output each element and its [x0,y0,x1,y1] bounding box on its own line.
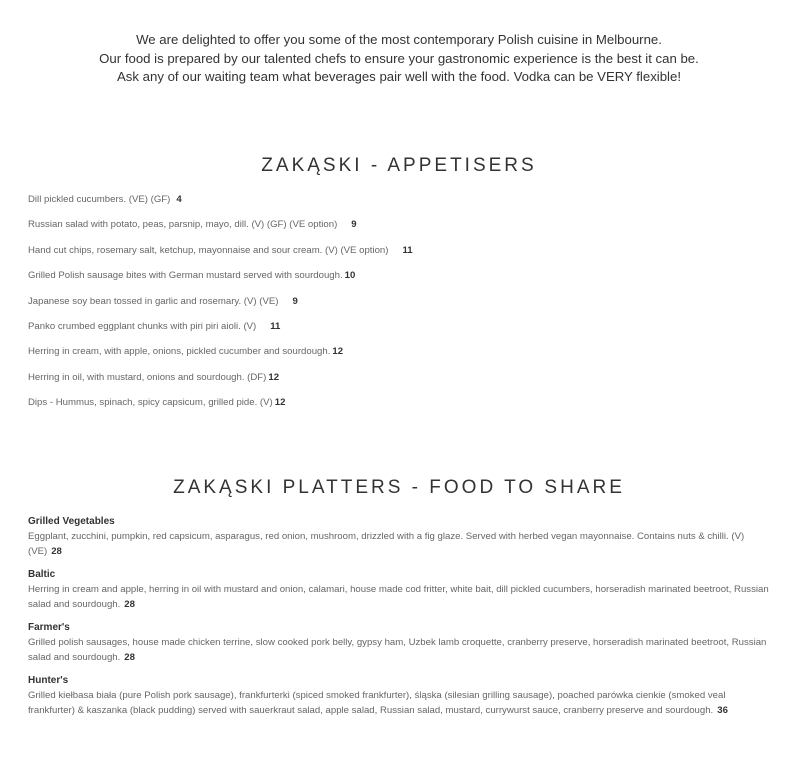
platter-description-text: Eggplant, zucchini, pumpkin, red capsicum, asparagus, red onion, mushroom, drizzled with a fig glaze. Served with herbed vegan mayonnaise. Contains nuts & chilli. (V) (VE) [28,531,745,557]
platter-item [28,515,773,559]
platter-name: Farmer's [28,622,70,633]
item-price: 9 [351,219,357,231]
item-description: Japanese soy bean tossed in garlic and rosemary. (V) (VE) [28,295,279,307]
platter-name: Baltic [28,569,56,580]
platter-description-text: Herring in cream and apple, herring in oil with mustard and onion, calamari, house made cod fritter, white bait, dill pickled cucumbers, horseradish marinated beetroot, Russian salad and sourdough. [28,584,769,610]
platter-name: Grilled Vegetables [28,516,115,527]
platter-name: Hunter's [28,675,69,686]
item-description: Panko crumbed eggplant chunks with piri piri aioli. (V) [28,320,257,332]
platter-item [28,674,773,718]
menu-item [28,320,413,345]
intro-line: We are delighted to offer you some of the most contemporary Polish cuisine in Melbourne. [136,32,662,47]
platter-description [28,635,773,665]
appetisers-list [28,193,413,422]
item-price: 11 [402,244,413,256]
platter-description-text: Grilled kiełbasa biała (pure Polish pork sausage), frankfurterki (spiced smoked frankfurter), śląska (silesian grilling sausage), poached parówka cienkie (smoked veal frankfurter) & kaszanka (black pudding) served with sauerkraut salad, apple salad, Russian salad, mustard, currywurst sauce, cranberry preserve and sourdough. [28,690,726,716]
platter-item [28,621,773,665]
menu-item [28,371,413,396]
menu-item [28,193,413,218]
menu-item [28,244,413,269]
platter-price: 28 [124,599,135,610]
appetisers-heading: ZAKĄSKI - APPETISERS [261,155,537,176]
item-description: Grilled Polish sausage bites with German mustard served with sourdough. [28,270,343,282]
platters-heading: ZAKĄSKI PLATTERS - FOOD TO SHARE [173,477,625,498]
intro-line: Ask any of our waiting team what beverages pair well with the food. Vodka can be VERY flexible! [117,69,681,84]
item-price: 12 [274,397,286,409]
platter-description [28,688,773,718]
item-description: Russian salad with potato, peas, parsnip, mayo, dill. (V) (GF) (VE option) [28,219,338,231]
intro-line: Our food is prepared by our talented chefs to ensure your gastronomic experience is the best it can be. [99,50,699,66]
item-description: Dips - Hummus, spinach, spicy capsicum, grilled pide. (V) [28,397,273,409]
menu-item [28,345,413,370]
menu-item [28,269,413,294]
item-price: 12 [332,346,344,358]
platter-item [28,568,773,612]
platter-price: 28 [51,546,62,557]
platter-price: 36 [717,705,728,716]
item-price: 12 [268,371,280,383]
item-price: 4 [176,194,182,205]
item-description: Hand cut chips, rosemary salt, ketchup, mayonnaise and sour cream. (V) (VE option) [28,244,389,256]
intro-text [0,31,798,87]
menu-item [28,295,413,320]
item-price: 11 [270,320,281,332]
item-price: 9 [292,295,298,307]
platter-description-text: Grilled polish sausages, house made chicken terrine, slow cooked pork belly, gypsy ham, Uzbek lamb croquette, cranberry preserve, horseradish marinated beetroot, Russian salad and sourdough. [28,637,767,663]
menu-item [28,396,413,421]
item-description: Herring in oil, with mustard, onions and sourdough. (DF) [28,371,267,383]
platters-list [28,515,773,727]
platter-description [28,582,773,612]
menu-item [28,218,413,243]
platter-description [28,529,773,559]
item-description: Dill pickled cucumbers. (VE) (GF) [28,194,171,205]
item-price: 10 [344,270,356,282]
platter-price: 28 [124,652,135,663]
item-description: Herring in cream, with apple, onions, pickled cucumber and sourdough. [28,346,331,358]
